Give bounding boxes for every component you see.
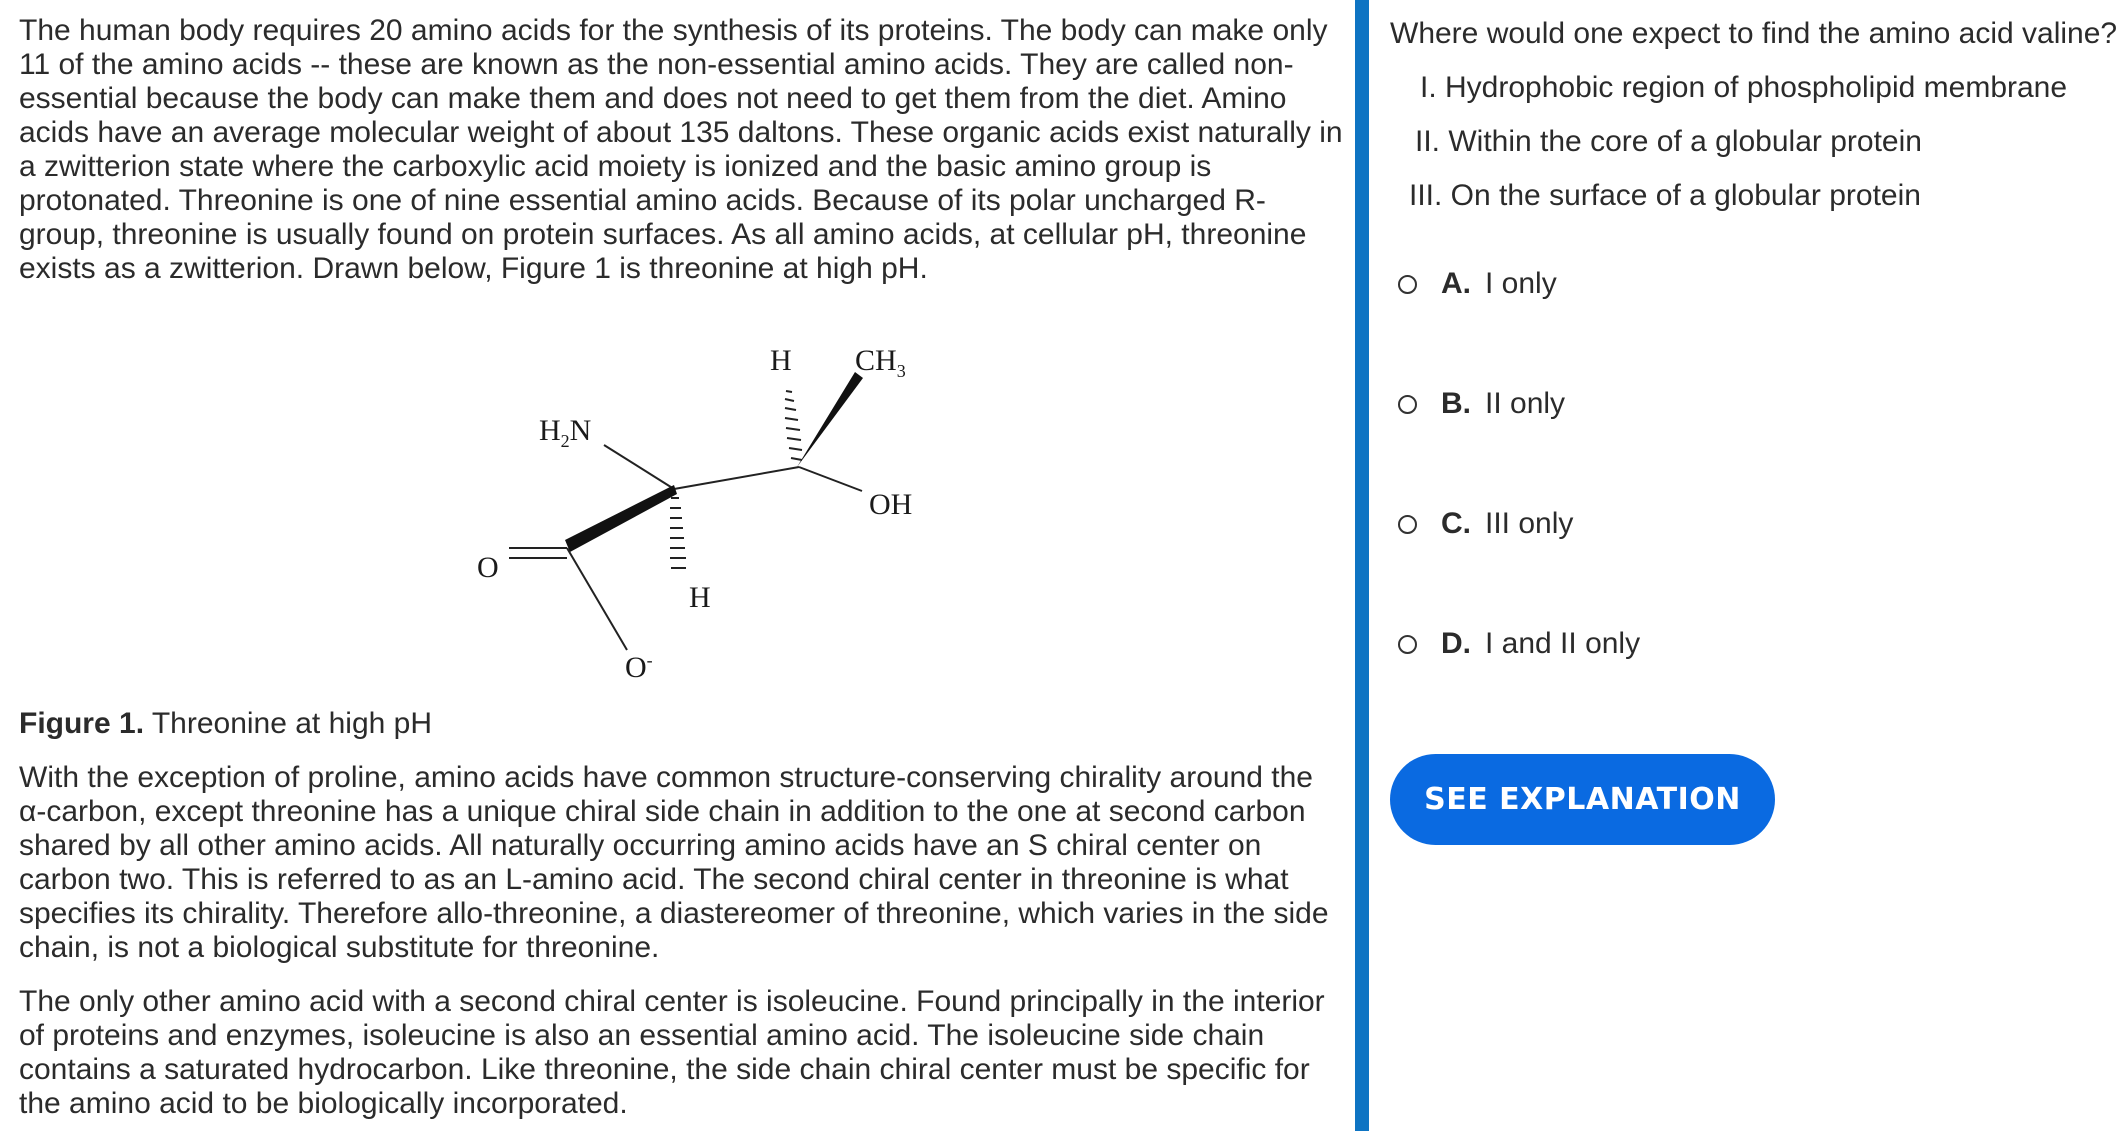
answer-choice-d[interactable] [1398, 624, 1640, 664]
atom-o-minus [625, 650, 653, 684]
choice-text-b: II only [1485, 387, 1566, 420]
atom-o-minus-text: O [625, 651, 647, 684]
atom-ch3 [855, 344, 906, 381]
bond-n-calpha [604, 445, 674, 489]
choice-text-d: I and II only [1485, 627, 1641, 660]
atom-o-minus-charge: - [646, 650, 653, 670]
wedge-bond-ch3 [797, 372, 863, 467]
threonine-structure-drawing [439, 328, 1039, 708]
bond-cbeta-oh [799, 467, 862, 491]
choice-text-a: I only [1485, 267, 1557, 300]
threonine-structure-figure [439, 328, 1039, 708]
radio-button-d[interactable] [1398, 635, 1417, 654]
atom-h2n-h: H [539, 414, 561, 447]
choice-letter-a: A. [1441, 267, 1471, 300]
atom-ch3-subscript: 3 [896, 361, 906, 381]
answer-choice-b[interactable] [1398, 384, 1565, 424]
hash-bond-h-top [785, 391, 802, 460]
hash-bond-h-bottom [670, 498, 686, 568]
answer-choice-c[interactable] [1398, 504, 1573, 544]
figure-caption [19, 707, 1344, 741]
choice-letter-d: D. [1441, 627, 1471, 660]
atom-h2n [539, 414, 592, 451]
radio-button-b[interactable] [1398, 395, 1417, 414]
statement-1: I. Hydrophobic region of phospholipid membrane [1420, 71, 2068, 104]
statement-3: III. On the surface of a globular protein [1409, 179, 1921, 212]
atom-oh: OH [869, 488, 913, 521]
figure-caption-label: Figure 1. [19, 707, 145, 740]
atom-ch3-text: CH [855, 344, 897, 377]
choice-text-c: III only [1485, 507, 1574, 540]
radio-button-c[interactable] [1398, 515, 1417, 534]
atom-o-double: O [477, 551, 499, 584]
answer-choice-a[interactable] [1398, 264, 1557, 304]
atom-h-bottom: H [689, 581, 711, 614]
statement-2: II. Within the core of a globular protein [1415, 125, 1922, 158]
figure-caption-text: Threonine at high pH [144, 707, 433, 740]
atom-h2n-n: N [569, 414, 592, 447]
atom-h2n-subscript: 2 [560, 431, 570, 451]
passage-paragraph-3: The only other amino acid with a second chiral center is isoleucine. Found principally in the interior of proteins and enzymes, isoleucine is also an essential amino acid. The isoleucine side chain contains a saturated hydrocarbon. Like threonine, the side chain chiral center must be specific for the amino acid to be biologically incorporated. [19, 985, 1325, 1120]
panel-divider[interactable] [1355, 0, 1369, 1131]
radio-button-a[interactable] [1398, 275, 1417, 294]
passage-paragraph-2: With the exception of proline, amino acids have common structure-conserving chirality around the α-carbon, except threonine has a unique chiral side chain in addition to the one at second carbon shared by all other amino acids. All naturally occurring amino acids have an S chiral center on carbon two. This is referred to as an L-amino acid. The second chiral center in threonine is what specifies its chirality. Therefore allo-threonine, a diastereomer of threonine, which varies in the side chain, is not a biological substitute for threonine. [19, 761, 1329, 964]
bond-c-ominus [567, 548, 627, 650]
see-explanation-button[interactable]: SEE EXPLANATION [1390, 754, 1775, 845]
question-stem: Where would one expect to find the amino acid valine? [1390, 17, 2118, 50]
atom-h-top: H [770, 344, 792, 377]
passage-paragraph-1: The human body requires 20 amino acids for the synthesis of its proteins. The body can make only 11 of the amino acids -- these are known as the non-essential amino acids. They are called non-essential because the body can make them and does not need to get them from the diet. Amino acids have an average molecular weight of about 135 daltons. These organic acids exist naturally in a zwitterion state where the carboxylic acid moiety is ionized and the basic amino group is protonated. Threonine is one of nine essential amino acids. Because of its polar uncharged R-group, threonine is usually found on protein surfaces. As all amino acids, at cellular pH, threonine exists as a zwitterion. Drawn below, Figure 1 is threonine at high pH. [19, 14, 1343, 285]
choice-letter-b: B. [1441, 387, 1471, 420]
choice-letter-c: C. [1441, 507, 1471, 540]
wedge-bond-carboxyl [565, 485, 677, 552]
bond-calpha-cbeta [674, 467, 799, 489]
